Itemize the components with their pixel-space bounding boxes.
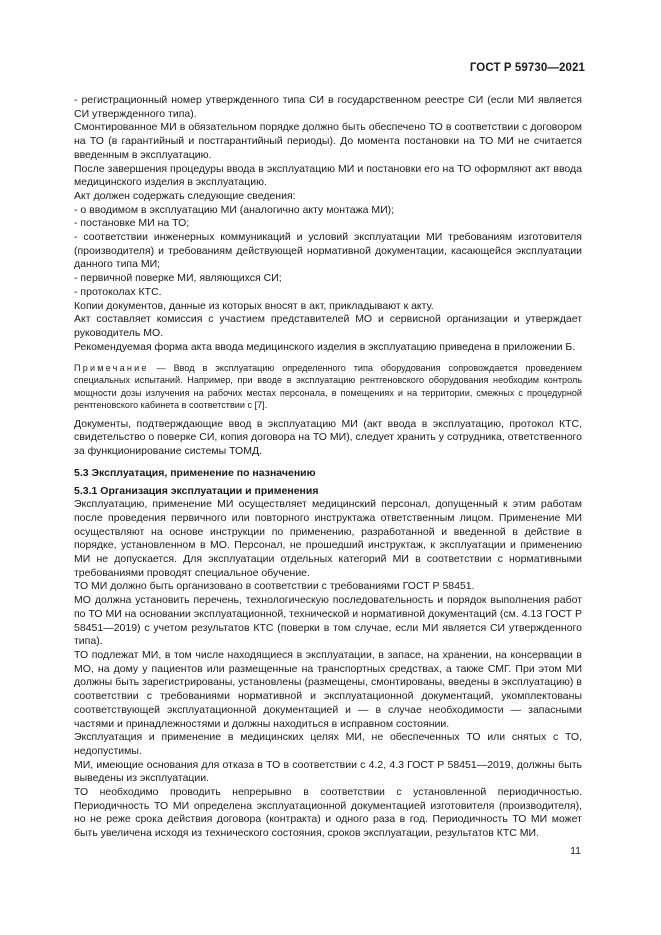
- paragraph: Акт составляет комиссия с участием представителей МО и сервисной организации и утверждает руководитель МО.: [74, 313, 582, 339]
- document-body: [74, 94, 582, 841]
- section-heading: 5.3 Эксплуатация, применение по назначению: [74, 466, 316, 479]
- paragraph: МО должна установить перечень, технологическую последовательность и порядок выполнения работ по ТО МИ на основании эксплуатационной, технической и нормативной документаций (см. 4.13 ГОСТ Р 58451—2019) с учетом результатов КТС (поверки в том случае, если МИ является СИ утвержденного типа).: [74, 594, 582, 648]
- paragraph: - соответствии инженерных коммуникаций и условий эксплуатации МИ требованиям изготовителя (производителя) и требованиям действующей нормативной документации, касающейся эксплуатации данного типа МИ;: [74, 231, 582, 271]
- paragraph: ТО МИ должно быть организовано в соответствии с требованиями ГОСТ Р 58451.: [74, 580, 475, 593]
- paragraph: - о вводимом в эксплуатацию МИ (аналогично акту монтажа МИ);: [74, 203, 395, 216]
- paragraph: МИ, имеющие основания для отказа в ТО в соответствии с 4.2, 4.3 ГОСТ Р 58451—2019, должны быть выведены из эксплуатации.: [74, 758, 582, 785]
- paragraph: - первичной поверке МИ, являющихся СИ;: [74, 272, 282, 285]
- paragraph: Копии документов, данные из которых вносят в акт, прикладывают к акту.: [74, 299, 434, 312]
- paragraph: После завершения процедуры ввода в эксплуатацию МИ и постановки его на ТО оформляют акт ввода медицинского изделия в эксплуатацию.: [74, 162, 582, 189]
- note: [74, 362, 582, 410]
- page-number: 11: [570, 845, 581, 857]
- paragraph: ТО подлежат МИ, в том числе находящиеся в эксплуатации, в запасе, на хранении, на консервации в МО, на дому у пациентов или размещенные на транспортных средствах, а также СМГ. При этом МИ должны быть зарегистрированы, установлены (размещены, смонтированы, введены в эксплуатацию) в соответствии с требованиями нормативной и эксплуатационной документаций, укомплектованы соответствующей эксплуатационной документацией и — в случае необходимости — запасными частями и принадлежностями и должны находиться в исправном состоянии.: [74, 648, 582, 730]
- paragraph: Рекомендуемая форма акта ввода медицинского изделия в эксплуатацию приведена в приложении Б.: [74, 340, 576, 353]
- note-label: Примечание: [74, 363, 149, 374]
- paragraph: Эксплуатацию, применение МИ осуществляет медицинский персонал, допущенный к этим работам после проведения первичного или повторного инструктажа ответственным лицом. Применение МИ осуществляют на основе инструкции по применению, разработанной и введенной в действие в порядке, установленном в МО. Персонал, не прошедший инструктаж, к эксплуатации и применению МИ не допускается. Для эксплуатации отдельных категорий МИ в соответствии с нормативными требованиями проводят специальное обучение.: [74, 498, 582, 579]
- note-text: — Ввод в эксплуатацию определенного типа оборудования сопровождается проведением специальных испытаний. Например, при вводе в эксплуатацию рентгеновского оборудования необходим контроль мощности дозы излучения на рабочих местах персонала, в помещениях и на территории, смежных с процедурной рентгеновского кабинета в соответствии с [7].: [74, 363, 582, 410]
- paragraph: - протоколах КТС.: [74, 285, 162, 298]
- subsection-heading: 5.3.1 Организация эксплуатации и применения: [74, 484, 319, 497]
- paragraph: Смонтированное МИ в обязательном порядке должно быть обеспечено ТО в соответствии с договором на ТО (в гарантийный и постгарантийный периоды). До момента постановки на ТО МИ не считается введенным в эксплуатацию.: [74, 121, 582, 161]
- paragraph: Документы, подтверждающие ввод в эксплуатацию МИ (акт ввода в эксплуатацию, протокол КТС, свидетельство о поверке СИ, копия договора на ТО МИ), следует хранить у сотрудника, ответственного за функционирование системы ТОМД.: [74, 417, 582, 458]
- paragraph: Эксплуатация и применение в медицинских целях МИ, не обеспеченных ТО или снятых с ТО, недопустимы.: [74, 731, 582, 757]
- paragraph: ТО необходимо проводить непрерывно в соответствии с установленной периодичностью. Периодичность ТО МИ определена эксплуатационной документацией изготовителя (производителя), но не реже срока действия договора (контракта) и одного раза в год. Периодичность ТО МИ может быть увеличена исходя из технического состояния, сроков эксплуатации, результатов КТС МИ.: [74, 786, 582, 840]
- paragraph: - регистрационный номер утвержденного типа СИ в государственном реестре СИ (если МИ является СИ утвержденного типа).: [74, 94, 582, 120]
- paragraph: - постановке МИ на ТО;: [74, 217, 190, 230]
- standard-header: ГОСТ Р 59730—2021: [469, 62, 585, 74]
- paragraph: Акт должен содержать следующие сведения:: [74, 189, 296, 202]
